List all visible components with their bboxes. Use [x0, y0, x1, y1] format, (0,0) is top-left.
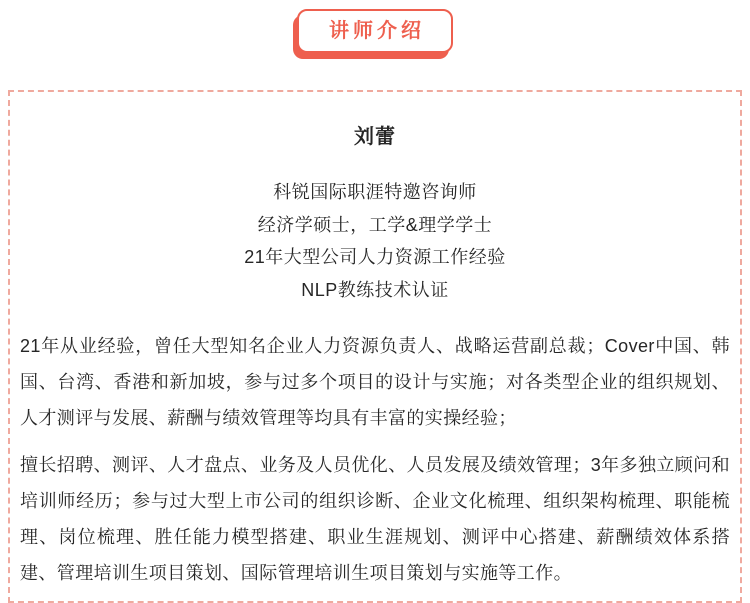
credential-line: NLP教练技术认证	[301, 279, 449, 300]
section-title-badge: 讲师介绍	[297, 9, 453, 53]
bio-paragraphs	[20, 328, 730, 591]
credential-line: 经济学硕士，工学&理学学士	[257, 214, 493, 235]
credential-line: 科锐国际职涯特邀咨询师	[273, 182, 477, 202]
bio-paragraph: 21年从业经验，曾任大型知名企业人力资源负责人、战略运营副总裁；Cover中国、韩国、台湾、香港和新加坡，参与过多个项目的设计与实施；对各类型企业的组织规划、人才测评与发展、薪酬与绩效管理等均具有丰富的实操经验；	[20, 336, 730, 428]
lecturer-profile-panel	[8, 90, 742, 603]
section-header	[0, 0, 750, 90]
bio-paragraph: 擅长招聘、测评、人才盘点、业务及人员优化、人员发展及绩效管理；3年多独立顾问和培训师经历；参与过大型上市公司的组织诊断、企业文化梳理、组织架构梳理、职能梳理、岗位梳理、胜任能力模型搭建、职业生涯规划、测评中心搭建、薪酬绩效体系搭建、管理培训生项目策划、国际管理培训生项目策划与实施等工作。	[20, 455, 730, 583]
credential-line: 21年大型公司人力资源工作经验	[244, 247, 506, 267]
lecturer-name: 刘蕾	[354, 126, 396, 148]
credentials-list	[20, 176, 730, 306]
